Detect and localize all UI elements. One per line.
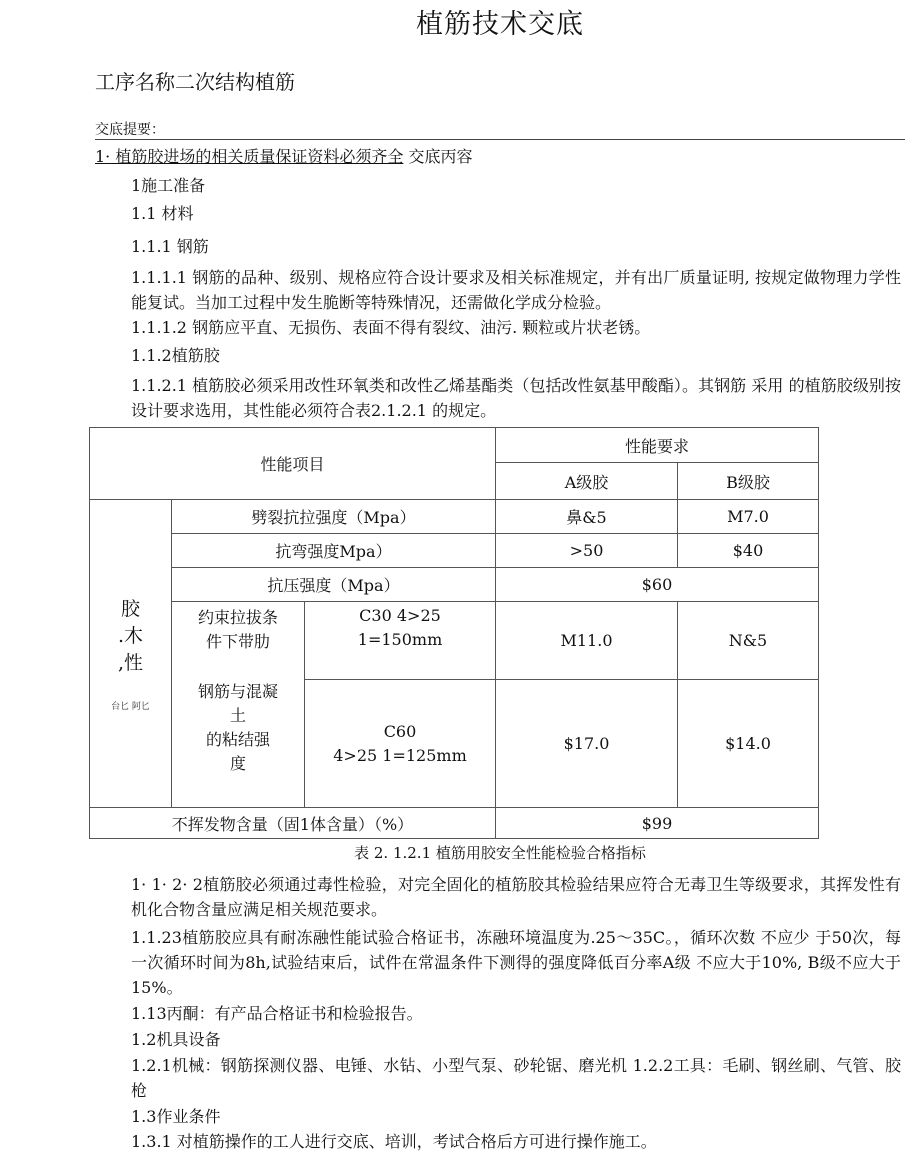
- row-bending-a: >50: [496, 534, 678, 568]
- heading-1-2: 1.2机具设备: [131, 1030, 221, 1049]
- heading-1-1-1: 1.1.1 钢筋: [131, 237, 209, 256]
- side-label-small: 台匕 阿匕: [111, 701, 150, 712]
- summary-line-1: [95, 144, 472, 167]
- heading-1: 1施工准备: [131, 176, 206, 195]
- para-1-2-1: 1.2.1机械：钢筋探测仪器、电锤、水钻、小型气泵、砂轮锯、磨光机 1.2.2工具：毛刷、钢丝刷、气管、胶枪: [131, 1056, 901, 1100]
- header-item: 性能项目: [90, 428, 496, 500]
- summary-rule: [95, 139, 905, 140]
- side-label-cell: [90, 500, 172, 808]
- summary-line-1-rest: 交底丙容: [408, 147, 473, 166]
- document-title: 植筋技术交底: [416, 9, 584, 40]
- summary-label: 交底提要：: [95, 122, 165, 138]
- row-c30-a: M11.0: [496, 602, 678, 680]
- row-c30-condition: C30 4>25 1=150mm: [305, 602, 496, 680]
- summary-line-1-underlined: 1· 植筋胶进场的相关质量保证资料必须齐全: [95, 147, 404, 166]
- header-grade-a: A级胶: [496, 463, 678, 500]
- row-bending-b: $40: [678, 534, 819, 568]
- header-requirement: 性能要求: [496, 428, 819, 463]
- para-1-1-1-1: 1.1.1.1 钢筋的品种、级别、规格应符合设计要求及相关标准规定，并有出厂质量证明, 按规定做物理力学性能复试。当加工过程中发生脆断等特殊情况，还需做化学成分检验。: [131, 268, 901, 312]
- row-splitting-b: M7.0: [678, 500, 819, 534]
- para-1-1-23: 1.1.23植筋胶应具有耐冻融性能试验合格证书，冻融环境温度为.25〜35C。，循环次数 不应少 于50次，每一次循环时间为8h,试验结束后，试件在常温条件下测得的强度降低百分率A级 不应大于10%, B级不应大于15%。: [131, 928, 901, 997]
- para-1-1-1-2: 1.1.1.2 钢筋应平直、无损伤、表面不得有裂纹、油污. 颗粒或片状老锈。: [131, 318, 651, 337]
- heading-1-3: 1.3作业条件: [131, 1107, 221, 1126]
- process-name: 工序名称二次结构植筋: [95, 70, 295, 94]
- row-c60-a: $17.0: [496, 680, 678, 808]
- bond-label-bottom: 钢筋与混凝 土 的粘结强 度: [197, 682, 278, 773]
- heading-1-1: 1.1 材料: [131, 204, 194, 223]
- para-1-1-2-2: 1· 1· 2· 2植筋胶必须通过毒性检验，对完全固化的植筋胶其检验结果应符合无毒卫生等级要求，其挥发性有机化合物含量应满足相关规范要求。: [131, 875, 901, 919]
- para-1-3-1: 1.3.1 对植筋操作的工人进行交底、培训，考试合格后方可进行操作施工。: [131, 1132, 657, 1151]
- header-grade-b: B级胶: [678, 463, 819, 500]
- row-c60-condition: C60 4>25 1=125mm: [305, 680, 496, 808]
- row-c60-b: $14.0: [678, 680, 819, 808]
- row-c30-b: N&5: [678, 602, 819, 680]
- row-splitting-a: 鼻&5: [496, 500, 678, 534]
- para-1-1-2-1: 1.1.2.1 植筋胶必须采用改性环氧类和改性乙烯基酯类（包括改性氨基甲酸酯）。其钢筋 采用 的植筋胶级别按设计要求选用，其性能必须符合表2.1.2.1 的规定。: [131, 376, 901, 420]
- row-nonvolatile-label: 不挥发物含量（固1体含量）（%）: [90, 808, 496, 839]
- table-caption: 表 2. 1.2.1 植筋用胶安全性能检验合格指标: [354, 844, 646, 862]
- row-bending-label: 抗弯强度Mpa）: [172, 534, 496, 568]
- row-compression-ab: $60: [496, 568, 819, 602]
- para-1-13: 1.13丙酮：有产品合格证书和检验报告。: [131, 1004, 423, 1023]
- spec-table: [89, 427, 819, 839]
- bond-label-top: 约束拉拔条 件下带肋: [197, 608, 278, 651]
- heading-1-1-2: 1.1.2植筋胶: [131, 346, 220, 365]
- row-compression-label: 抗压强度（Mpa）: [172, 568, 496, 602]
- row-nonvolatile-ab: $99: [496, 808, 819, 839]
- row-splitting-label: 劈裂抗拉强度（Mpa）: [172, 500, 496, 534]
- side-label: 胶 .木 ,性: [117, 597, 144, 674]
- bond-label-cell: [172, 602, 305, 808]
